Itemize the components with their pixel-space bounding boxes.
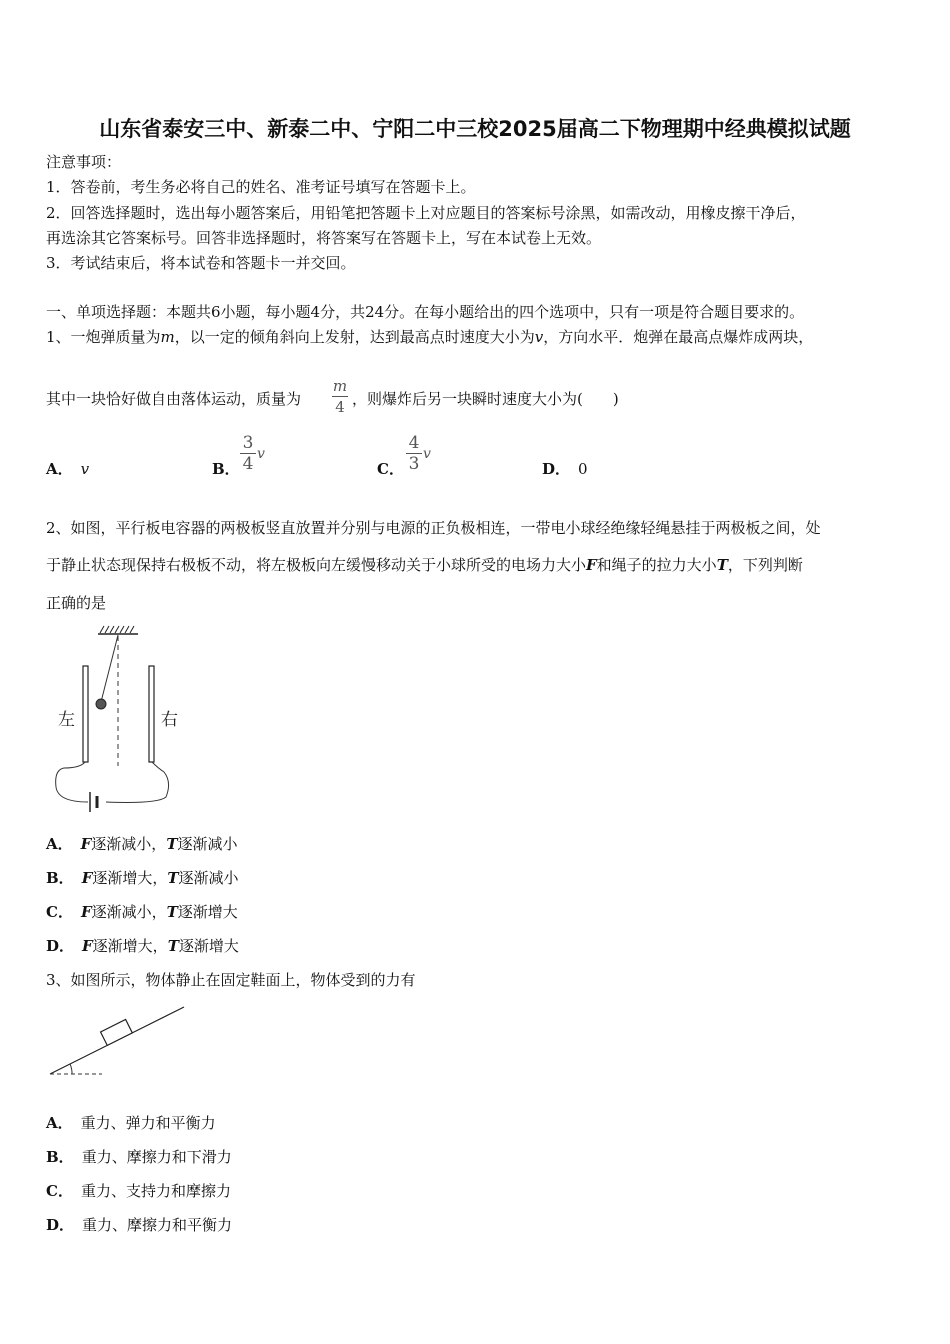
option-var-t: T xyxy=(167,869,179,887)
notice-item: 3．考试结束后，将本试卷和答题卡一并交回。 xyxy=(46,254,356,272)
option-var-f: F xyxy=(80,835,92,853)
option-label: A． xyxy=(46,835,73,853)
question-3-stem: 3、如图所示，物体静止在固定鞋面上，物体受到的力有 xyxy=(46,971,416,989)
block xyxy=(101,1019,133,1045)
option-var-t: T xyxy=(167,937,179,955)
option-var-f: F xyxy=(82,937,93,955)
option-label: D． xyxy=(46,1216,75,1234)
fraction-m-over-4 xyxy=(332,377,348,416)
right-wire xyxy=(106,762,169,802)
q3-option-d[interactable] xyxy=(46,1215,232,1235)
option-label: C． xyxy=(46,903,73,921)
q2-var-t: T xyxy=(716,556,728,574)
left-wire xyxy=(56,762,88,802)
fraction-3-over-4 xyxy=(240,434,256,473)
option-text: 逐渐增大 xyxy=(178,937,239,955)
q2-option-b[interactable] xyxy=(46,868,239,888)
fraction-var-v: v xyxy=(423,446,431,462)
option-text: 0 xyxy=(578,460,588,478)
q2-option-c[interactable] xyxy=(46,902,238,922)
q2-option-a[interactable] xyxy=(46,834,238,854)
option-label: B． xyxy=(46,1148,74,1166)
notice-item: 2．回答选择题时，选出每小题答案后，用铅笔把答题卡上对应题目的答案标号涂黑，如需改动，用橡皮擦干净后， xyxy=(46,204,806,222)
q2-text: 于静止状态现保持右极板不动，将左极板向左缓慢移动关于小球所受的电场力大小 xyxy=(46,556,587,574)
option-text: 重力、摩擦力和下滑力 xyxy=(81,1148,232,1166)
string xyxy=(101,635,118,702)
q2-text: ，下列判断 xyxy=(727,556,803,574)
question-1-line-1 xyxy=(46,327,813,347)
option-var-t: T xyxy=(166,835,178,853)
option-text: 逐渐减小 xyxy=(178,869,239,887)
angle-arc xyxy=(70,1064,72,1074)
option-label: D． xyxy=(542,460,571,478)
option-text: v xyxy=(80,460,90,478)
q2-text: 和绳子的拉力大小 xyxy=(596,556,717,574)
question-2-line-3: 正确的是 xyxy=(46,594,107,612)
option-var-f: F xyxy=(81,869,93,887)
capacitor-figure xyxy=(46,622,196,818)
fraction-var-v: v xyxy=(257,446,265,462)
q3-option-b[interactable] xyxy=(46,1147,232,1167)
option-text: 重力、摩擦力和平衡力 xyxy=(82,1216,233,1234)
option-label: B． xyxy=(46,869,74,887)
option-label: C． xyxy=(377,460,404,478)
q1-var-v: v xyxy=(534,328,544,346)
question-1-line-2-b: ，则爆炸后另一块瞬时速度大小为( ) xyxy=(352,390,619,408)
charged-ball xyxy=(96,699,106,709)
q1-text: ，以一定的倾角斜向上发射，达到最高点时速度大小为 xyxy=(174,328,535,346)
question-2-line-2 xyxy=(46,555,803,575)
q1-var-m: m xyxy=(160,328,175,346)
option-text: 逐渐减小， xyxy=(91,903,167,921)
q2-var-f: F xyxy=(586,556,597,574)
option-var-t: T xyxy=(166,903,178,921)
option-label: B． xyxy=(212,460,240,478)
option-var-f: F xyxy=(80,903,92,921)
option-text: 逐渐减小 xyxy=(177,835,238,853)
fraction-bar xyxy=(332,396,348,397)
q2-option-d[interactable] xyxy=(46,936,239,956)
q1-option-a[interactable] xyxy=(46,459,89,479)
question-2-line-1: 2、如图，平行板电容器的两极板竖直放置并分别与电源的正负极相连，一带电小球经绝缘轻绳悬挂于两极板之间，处 xyxy=(46,519,821,537)
right-plate xyxy=(149,666,154,762)
ceiling-hatch xyxy=(100,626,134,633)
q1-option-d[interactable] xyxy=(542,459,588,479)
page-title: 山东省泰安三中、新泰二中、宁阳二中三校2025届高二下物理期中经典模拟试题 xyxy=(99,117,851,141)
option-text: 逐渐减小， xyxy=(91,835,167,853)
q1-text: ，方向水平．炮弹在最高点爆炸成两块， xyxy=(543,328,814,346)
option-label: D． xyxy=(46,937,75,955)
option-text: 重力、弹力和平衡力 xyxy=(80,1114,216,1132)
q3-option-c[interactable] xyxy=(46,1181,231,1201)
q1-text: 1、一炮弹质量为 xyxy=(46,328,161,346)
option-label: C． xyxy=(46,1182,73,1200)
fraction-denominator: 4 xyxy=(335,398,345,416)
notice-item: 再选涂其它答案标号。回答非选择题时，将答案写在答题卡上，写在本试卷上无效。 xyxy=(46,229,602,247)
option-text: 逐渐增大， xyxy=(92,869,168,887)
left-plate xyxy=(83,666,88,762)
question-1-line-2-a: 其中一块恰好做自由落体运动，质量为 xyxy=(46,390,302,408)
fraction-numerator: m xyxy=(332,377,348,395)
option-text: 逐渐增大， xyxy=(92,937,168,955)
fraction-numerator: 4 xyxy=(408,433,420,453)
q3-option-a[interactable] xyxy=(46,1113,216,1133)
left-label: 左 xyxy=(58,710,75,730)
incline-figure xyxy=(46,1004,191,1080)
notice-item: 1．答卷前，考生务必将自己的姓名、准考证号填写在答题卡上。 xyxy=(46,178,476,196)
section-heading: 一、单项选择题：本题共6小题，每小题4分，共24分。在每小题给出的四个选项中，只有一项是符合题目要求的。 xyxy=(46,303,805,321)
fraction-numerator: 3 xyxy=(242,433,254,453)
fraction-denominator: 3 xyxy=(408,454,420,474)
option-text: 逐渐增大 xyxy=(177,903,238,921)
option-label: A． xyxy=(46,1114,73,1132)
fraction-denominator: 4 xyxy=(242,454,254,474)
option-text: 重力、支持力和摩擦力 xyxy=(80,1182,231,1200)
notice-heading: 注意事项： xyxy=(46,153,122,171)
fraction-4-over-3 xyxy=(406,434,422,473)
right-label: 右 xyxy=(161,710,178,730)
option-label: A． xyxy=(46,460,73,478)
